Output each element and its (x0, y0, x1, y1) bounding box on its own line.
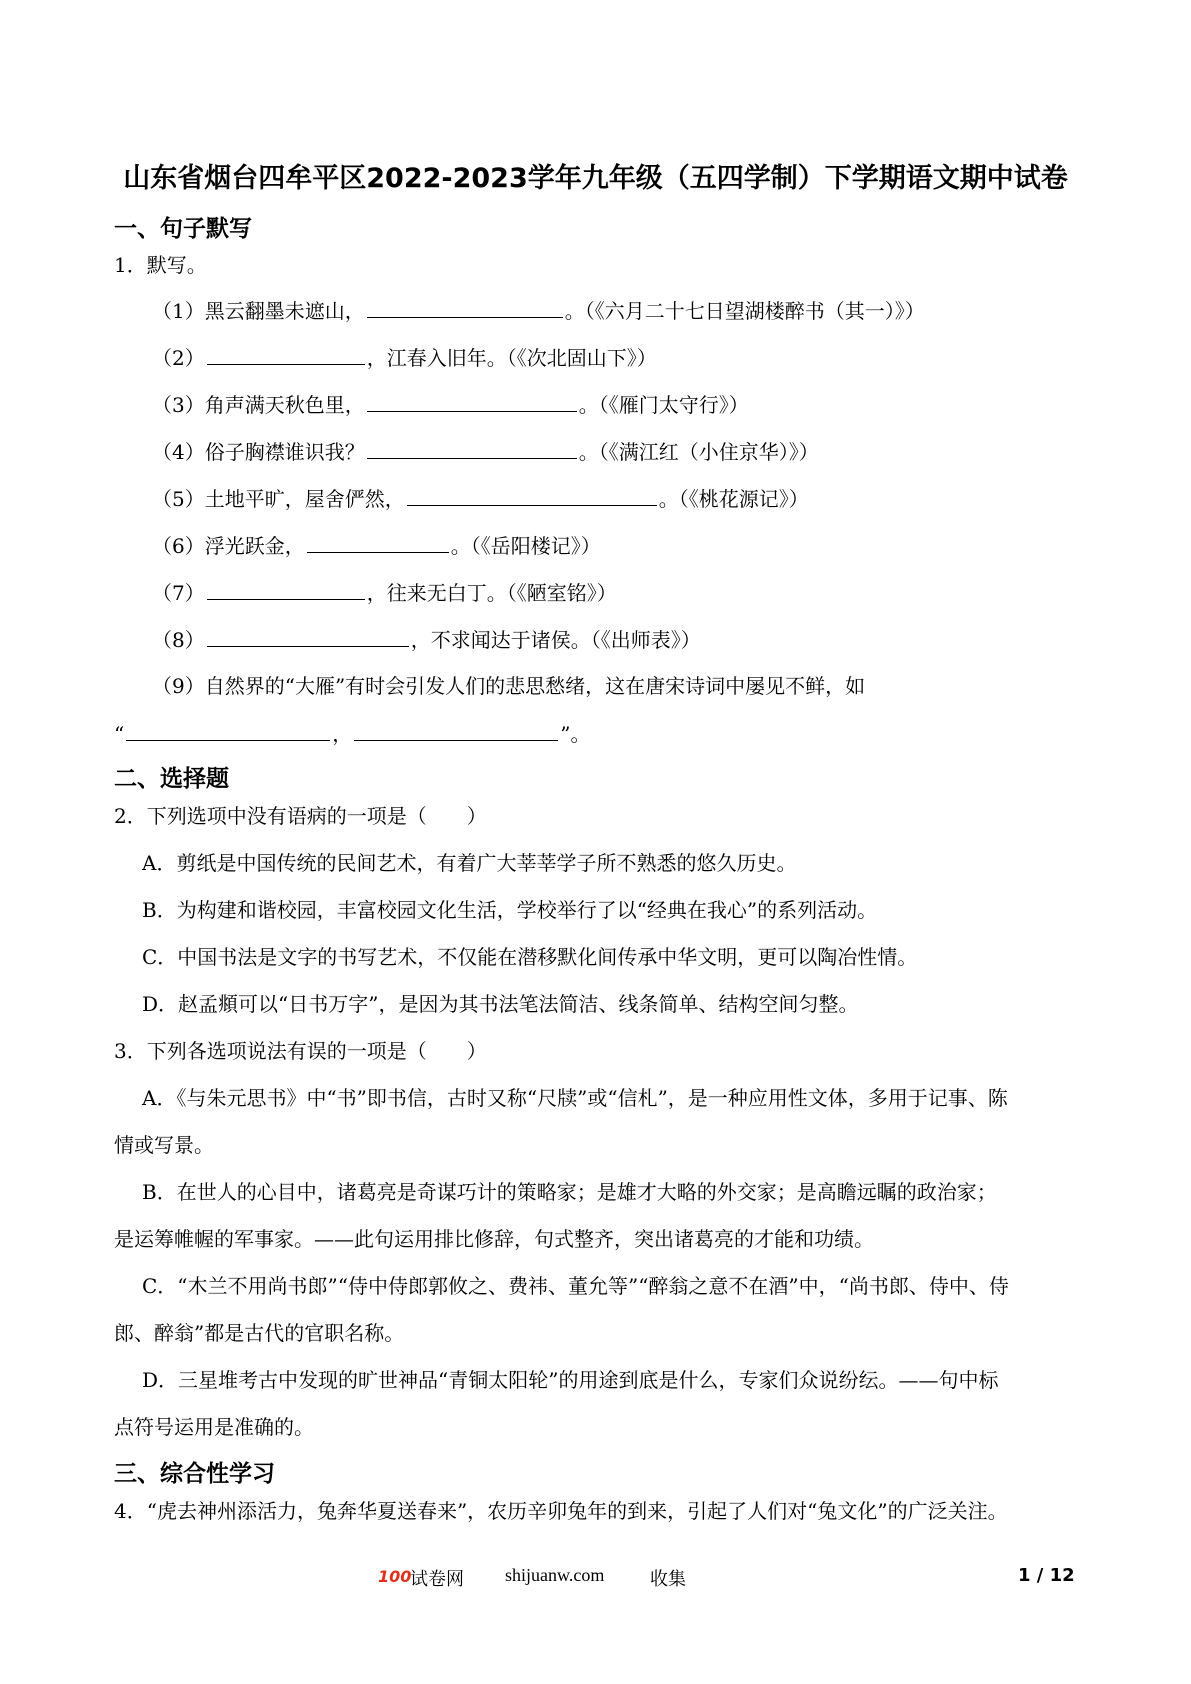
item-prefix: （6）浮光跃金， (152, 534, 305, 558)
page-number: 1 / 12 (1018, 1565, 1075, 1586)
site-logo-icon: 100 (378, 1567, 412, 1586)
answer-blank (207, 579, 365, 600)
question-1-item-3 (152, 391, 749, 418)
question-2-option-c: C．中国书法是文字的书写艺术，不仅能在潜移默化间传承中华文明，更可以陶冶性情。 (142, 945, 918, 969)
separator: ， (332, 722, 353, 746)
section-heading-2: 二、选择题 (114, 766, 229, 792)
question-2-stem: 2．下列选项中没有语病的一项是（ ） (114, 804, 487, 828)
item-suffix: 。（《桃花源记》） (658, 487, 809, 511)
item-suffix: 。（《满江红（小住京华）》） (578, 440, 819, 464)
question-1-item-6 (152, 532, 601, 559)
item-suffix: ，江春入旧年。（《次北固山下》） (366, 346, 657, 370)
question-3-option-b-line-1: B．在世人的心目中，诸葛亮是奇谋巧计的策略家；是雄才大略的外交家；是高瞻远瞩的政治家； (142, 1180, 997, 1204)
question-1-item-1 (152, 297, 925, 324)
answer-blank (354, 720, 558, 741)
section-heading-1: 一、句子默写 (114, 216, 252, 242)
question-3-option-c-line-2: 郎、醉翁”都是古代的官职名称。 (114, 1321, 405, 1345)
item-prefix: （7） (152, 581, 205, 605)
item-prefix: （1）黑云翻墨未遮山， (152, 299, 365, 323)
question-3-option-a-line-1: A．《与朱元思书》中“书”即书信，古时又称“尺牍”或“信札”，是一种应用性文体，多用于记事、陈 (142, 1086, 1008, 1110)
question-2-option-d: D．赵孟頫可以“日书万字”，是因为其书法笔法简洁、线条简单、结构空间匀整。 (142, 992, 859, 1016)
answer-blank (367, 438, 577, 459)
item-suffix: ，不求闻达于诸侯。（《出师表》） (410, 628, 701, 652)
item-prefix: （2） (152, 346, 205, 370)
item-suffix: 。（《岳阳楼记》） (450, 534, 601, 558)
question-1-item-8 (152, 626, 701, 653)
question-1-item-5 (152, 485, 809, 512)
answer-blank (367, 297, 563, 318)
question-1-item-9-line-1: （9）自然界的“大雁”有时会引发人们的悲思愁绪，这在唐宋诗词中屡见不鲜，如 (152, 674, 866, 698)
question-3-option-a-line-2: 情或写景。 (114, 1133, 214, 1157)
answer-blank (407, 485, 657, 506)
question-1-item-2 (152, 344, 657, 371)
item-suffix: 。（《雁门太守行》） (578, 393, 749, 417)
answer-blank (207, 344, 365, 365)
page-title: 山东省烟台四牟平区2022-2023学年九年级（五四学制）下学期语文期中试卷 (123, 163, 1068, 194)
question-3-option-d-line-2: 点符号运用是准确的。 (114, 1415, 314, 1439)
answer-blank (207, 626, 409, 647)
question-1-item-4 (152, 438, 819, 465)
answer-blank (126, 720, 330, 741)
question-3-option-b-line-2: 是运筹帷幄的军事家。——此句运用排比修辞，句式整齐，突出诸葛亮的才能和功绩。 (114, 1227, 874, 1251)
footer-site-link[interactable]: shijuanw.com (505, 1565, 605, 1585)
open-quote: “ (114, 722, 125, 746)
question-1-item-9-line-2 (114, 720, 590, 747)
question-1-stem: 1．默写。 (114, 253, 207, 277)
close-quote: ”。 (560, 722, 591, 746)
answer-blank (367, 391, 577, 412)
question-2-option-b: B．为构建和谐校园，丰富校园文化生活，学校举行了以“经典在我心”的系列活动。 (142, 898, 878, 922)
question-3-option-d-line-1: D．三星堆考古中发现的旷世神品“青铜太阳轮”的用途到底是什么，专家们众说纷纭。——句中标 (142, 1368, 999, 1392)
answer-blank (307, 532, 449, 553)
item-prefix: （4）俗子胸襟谁识我？ (152, 440, 365, 464)
item-suffix: 。（《六月二十七日望湖楼醉书（其一）》） (564, 299, 925, 323)
question-2-option-a: A．剪纸是中国传统的民间艺术，有着广大莘莘学子所不熟悉的悠久历史。 (142, 851, 797, 875)
page-footer (0, 1565, 1191, 1595)
question-3-stem: 3．下列各选项说法有误的一项是（ ） (114, 1039, 487, 1063)
item-prefix: （3）角声满天秋色里， (152, 393, 365, 417)
question-1-item-7 (152, 579, 617, 606)
question-3-option-c-line-1: C．“木兰不用尚书郎”“侍中侍郎郭攸之、费祎、董允等”“醉翁之意不在酒”中，“尚书郎、侍中、侍 (142, 1274, 1009, 1298)
footer-collect: 收集 (650, 1569, 686, 1590)
question-4-stem: 4．“虎去神州添活力，兔奔华夏送春来”，农历辛卯兔年的到来，引起了人们对“兔文化”的广泛关注。 (114, 1499, 1008, 1523)
item-suffix: ，往来无白丁。（《陋室铭》） (366, 581, 617, 605)
section-heading-3: 三、综合性学习 (114, 1461, 275, 1487)
footer-brand: 试卷网 (410, 1569, 464, 1590)
item-prefix: （8） (152, 628, 205, 652)
item-prefix: （5）土地平旷，屋舍俨然， (152, 487, 405, 511)
